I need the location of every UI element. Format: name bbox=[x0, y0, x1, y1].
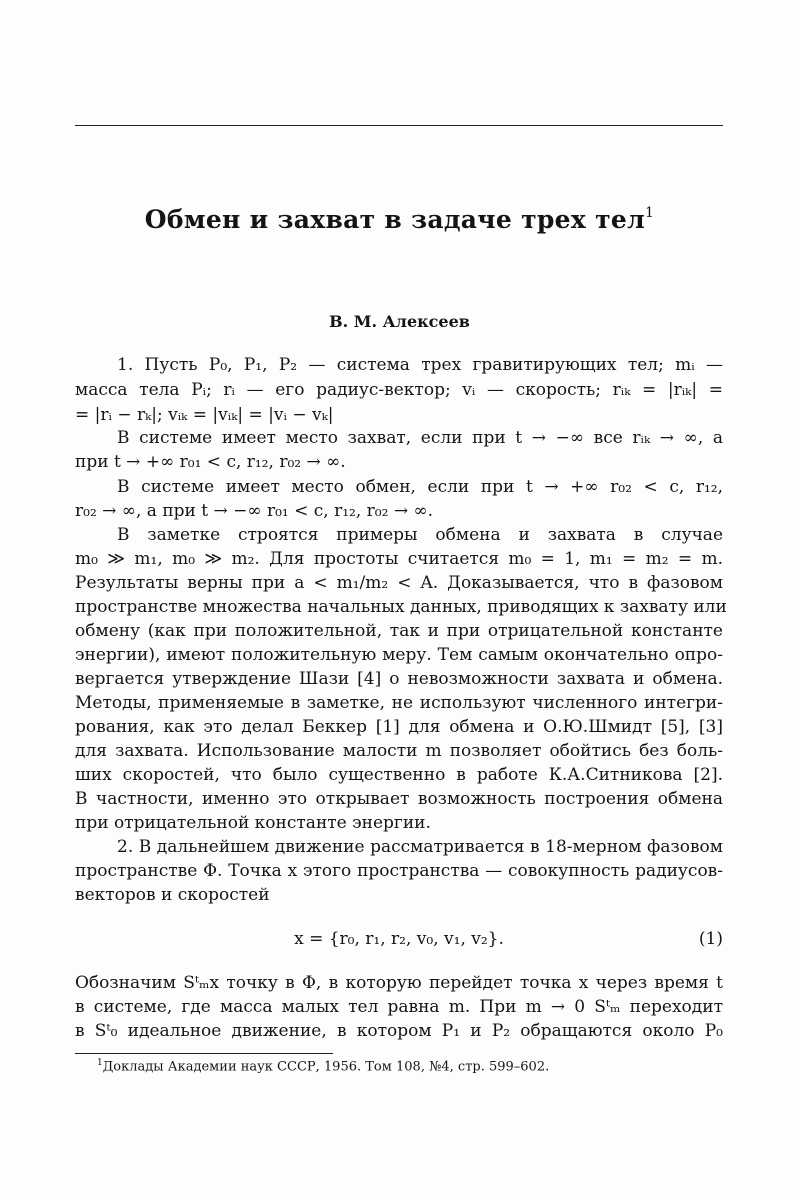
text-line: В системе имеет место захват, если при t → −∞ все rᵢₖ → ∞, а bbox=[117, 428, 723, 448]
text-line: Результаты верны при a < m₁/m₂ < A. Доказывается, что в фазовом bbox=[75, 573, 723, 593]
text-line: 2. В дальнейшем движение рассматривается в 18-мерном фазовом bbox=[117, 837, 723, 857]
text-line: обмену (как при положительной, так и при отрицательной константе bbox=[75, 621, 723, 641]
text-line: = |rᵢ − rₖ|; vᵢₖ = |vᵢₖ| = |vᵢ − vₖ| bbox=[75, 405, 334, 425]
footnote-rule bbox=[75, 1053, 333, 1054]
text-line: ших скоростей, что было существенно в работе К.А.Ситникова [2]. bbox=[75, 765, 723, 785]
text-line: Обозначим Sᵗₘx точку в Φ, в которую перейдет точка x через время t bbox=[75, 973, 723, 993]
equation-text: x = {r₀, r₁, r₂, v₀, v₁, v₂}. bbox=[294, 929, 504, 949]
text-line: в системе, где масса малых тел равна m. При m → 0 Sᵗₘ переходит bbox=[75, 997, 723, 1017]
text-line: при t → +∞ r₀₁ < c, r₁₂, r₀₂ → ∞. bbox=[75, 452, 346, 472]
footnote bbox=[97, 1058, 549, 1074]
title-text: Обмен и захват в задаче трех тел bbox=[144, 205, 646, 234]
text-line: В системе имеет место обмен, если при t → +∞ r₀₂ < c, r₁₂, bbox=[117, 477, 723, 497]
text-line: для захвата. Использование малости m позволяет обойтись без боль- bbox=[75, 741, 723, 761]
paper-title bbox=[0, 205, 799, 234]
text-line: пространстве Φ. Точка x этого пространства — совокупность радиусов- bbox=[75, 861, 723, 881]
footnote-text: Доклады Академии наук СССР, 1956. Том 108, №4, стр. 599–602. bbox=[102, 1059, 550, 1075]
text-line: вергается утверждение Шази [4] о невозможности захвата и обмена. bbox=[75, 669, 723, 689]
equation-1 bbox=[75, 926, 723, 952]
text-line: в Sᵗ₀ идеальное движение, в котором P₁ и P₂ обращаются около P₀ bbox=[75, 1021, 723, 1041]
text-line: В частности, именно это открывает возможность построения обмена bbox=[75, 789, 723, 809]
text-line: энергии), имеют положительную меру. Тем самым окончательно опро- bbox=[75, 645, 723, 665]
author: В. М. Алексеев bbox=[329, 312, 470, 331]
text-line: 1. Пусть P₀, P₁, P₂ — система трех гравитирующих тел; mᵢ — bbox=[117, 355, 723, 375]
title-footnote-mark: 1 bbox=[645, 205, 655, 221]
text-line: векторов и скоростей bbox=[75, 885, 270, 905]
text-line: пространстве множества начальных данных, приводящих к захвату или bbox=[75, 597, 727, 617]
text-line: r₀₂ → ∞, а при t → −∞ r₀₁ < c, r₁₂, r₀₂ → ∞. bbox=[75, 501, 434, 521]
text-line: Методы, применяемые в заметке, не используют численного интегри- bbox=[75, 693, 723, 713]
equation-number: (1) bbox=[698, 929, 723, 949]
text-line: рования, как это делал Беккер [1] для обмена и О.Ю.Шмидт [5], [3] bbox=[75, 717, 723, 737]
footnote-mark: 1 bbox=[97, 1058, 103, 1068]
top-rule bbox=[75, 125, 723, 126]
text-line: масса тела Pᵢ; rᵢ — его радиус-вектор; vᵢ — скорость; rᵢₖ = |rᵢₖ| = bbox=[75, 380, 723, 400]
text-line: В заметке строятся примеры обмена и захвата в случае bbox=[117, 525, 723, 545]
text-line: m₀ ≫ m₁, m₀ ≫ m₂. Для простоты считается m₀ = 1, m₁ = m₂ = m. bbox=[75, 549, 723, 569]
text-line: при отрицательной константе энергии. bbox=[75, 813, 431, 833]
